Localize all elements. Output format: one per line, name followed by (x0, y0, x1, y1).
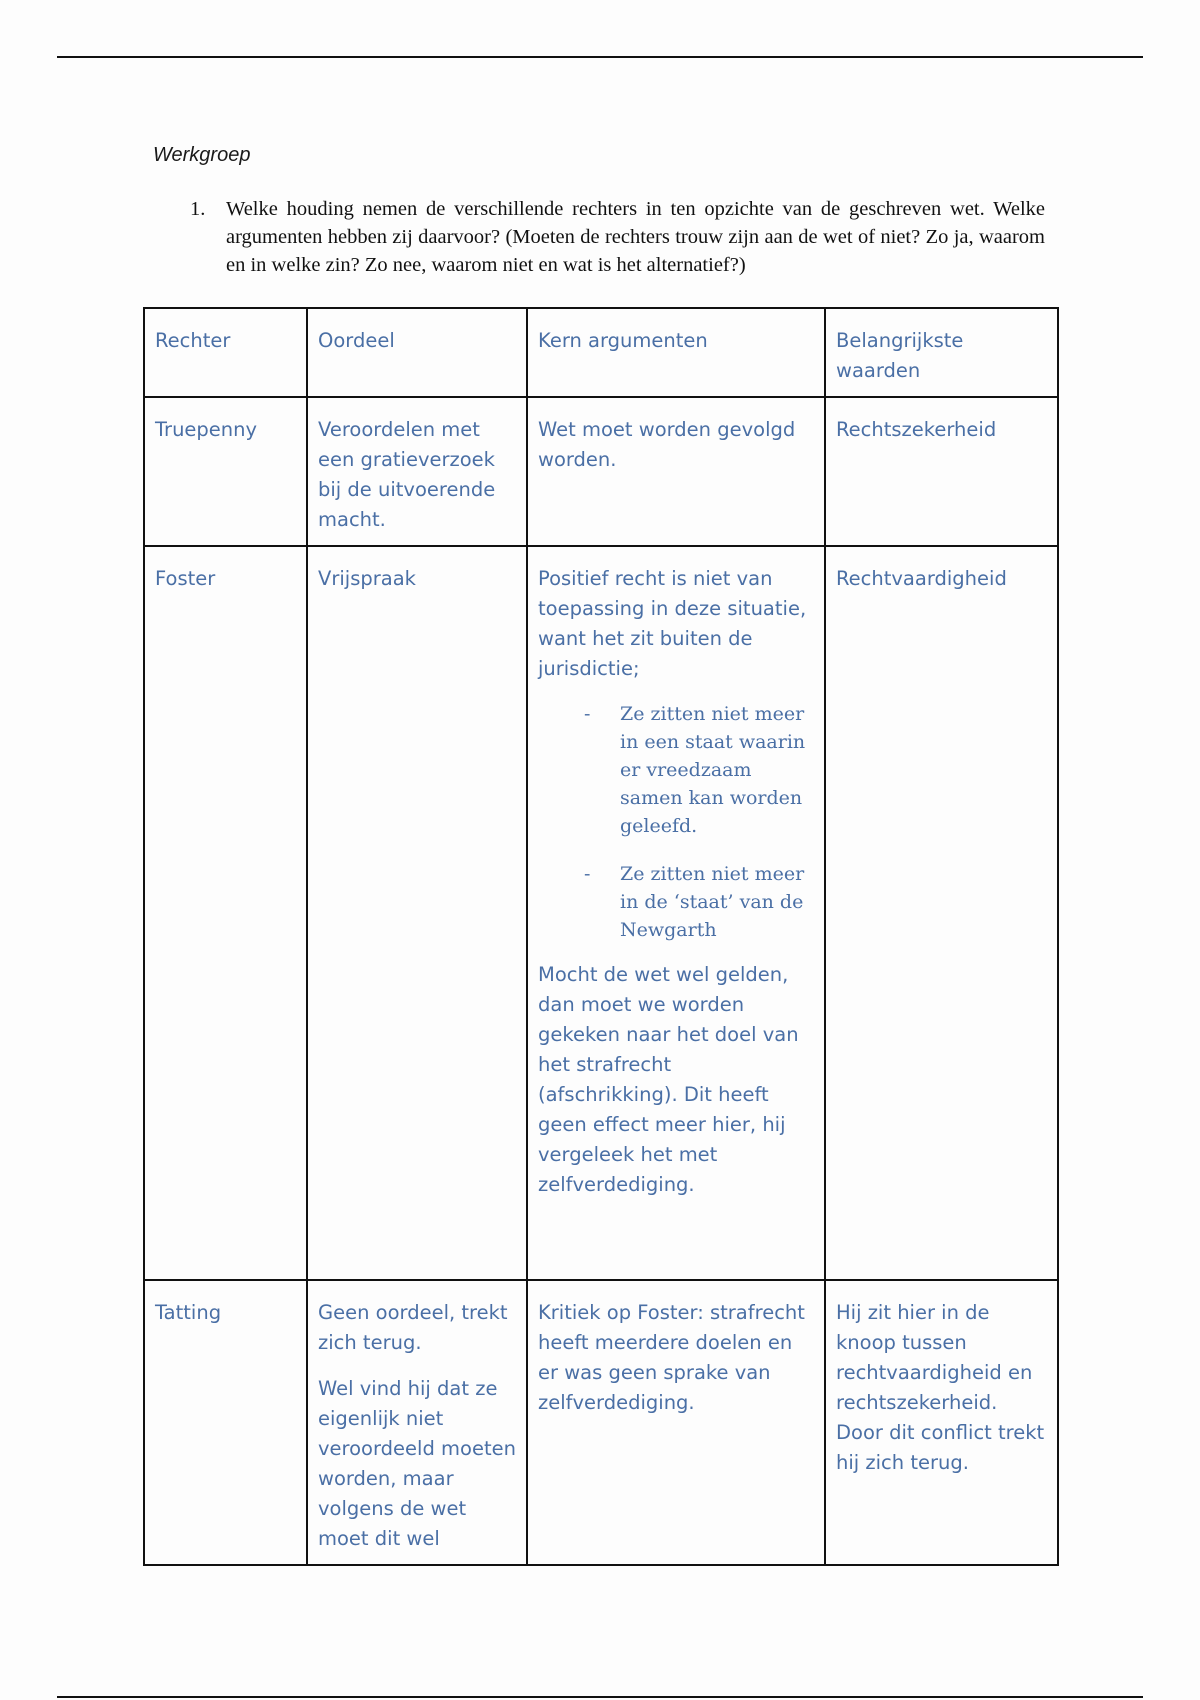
table-header-row (144, 308, 1058, 397)
bullet-dash: - (584, 703, 591, 725)
cell-oordeel (307, 397, 527, 546)
judges-table (143, 307, 1059, 1566)
argument-bullet-list (538, 700, 814, 944)
list-item (538, 860, 806, 944)
cell-oordeel (307, 546, 527, 1280)
cell-argumenten (527, 546, 825, 1280)
top-rule (57, 56, 1143, 58)
table-row-foster (144, 546, 1058, 1280)
header-oordeel: Oordeel (307, 308, 527, 397)
bullet-text: Ze zitten niet meer in een staat waarin er vreedzaam samen kan worden geleefd. (620, 703, 806, 837)
bullet-dash: - (584, 863, 591, 885)
cell-rechter: Foster (144, 546, 307, 1280)
cell-rechter: Truepenny (144, 397, 307, 546)
cell-waarden: Rechtszekerheid (825, 397, 1058, 546)
cell-argumenten (527, 1280, 825, 1565)
bullet-text: Ze zitten niet meer in de ‘staat’ van de Newgarth (620, 863, 805, 941)
header-rechter: Rechter (144, 308, 307, 397)
oordeel-paragraph: Veroordelen met een gratieverzoek bij de uitvoerende macht. (318, 418, 496, 531)
cell-rechter: Tatting (144, 1280, 307, 1565)
question-1 (190, 195, 1045, 279)
cell-waarden: Rechtvaardigheid (825, 546, 1058, 1280)
argument-outro: Mocht de wet wel gelden, dan moet we worden gekeken naar het doel van het strafrecht (afschrikking). Dit heeft geen effect meer hier, hij vergeleek het met zelfverdediging. (538, 963, 799, 1196)
question-text: Welke houding nemen de verschillende rechters in ten opzichte van de geschreven wet. Welke argumenten hebben zij daarvoor? (Moeten de rechters trouw zijn aan de wet of niet? Zo ja, waarom en in welke zin? Zo nee, waarom niet en wat is het alternatief?) (226, 198, 1045, 276)
oordeel-paragraph: Geen oordeel, trekt zich terug. (318, 1301, 508, 1354)
header-belangrijkste-waarden: Belangrijkste waarden (825, 308, 1058, 397)
cell-oordeel (307, 1280, 527, 1565)
cell-argumenten (527, 397, 825, 546)
bottom-rule (57, 1696, 1143, 1698)
table-row-tatting (144, 1280, 1058, 1565)
argument-intro: Positief recht is niet van toepassing in deze situatie, want het zit buiten de jurisdictie; (538, 567, 807, 680)
question-number: 1. (190, 198, 206, 220)
oordeel-paragraph: Vrijspraak (318, 567, 416, 590)
table-row-truepenny (144, 397, 1058, 546)
oordeel-paragraph: Wel vind hij dat ze eigenlijk niet veroordeeld moeten worden, maar volgens de wet moet dit wel (318, 1377, 516, 1550)
list-item (538, 700, 806, 840)
argument-paragraph: Wet moet worden gevolgd worden. (538, 418, 796, 471)
section-title: Werkgroep (153, 144, 251, 166)
argument-paragraph: Kritiek op Foster: strafrecht heeft meerdere doelen en er was geen sprake van zelfverdediging. (538, 1301, 805, 1414)
header-kern-argumenten: Kern argumenten (527, 308, 825, 397)
cell-waarden: Hij zit hier in de knoop tussen rechtvaardigheid en rechtszekerheid. Door dit conflict trekt hij zich terug. (825, 1280, 1058, 1565)
